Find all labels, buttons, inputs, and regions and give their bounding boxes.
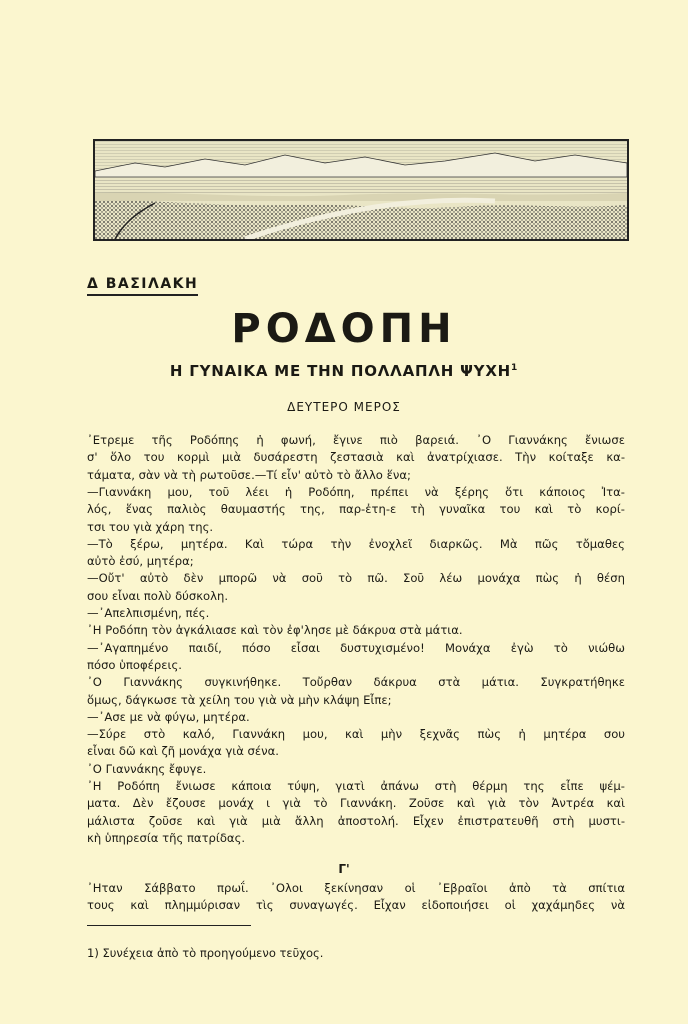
text-line: ὅμως, δάγκωσε τὰ χείλη του γιὰ νὰ μὴν κλάψη Εἶπε; xyxy=(87,692,392,707)
text-line: αὐτὸ ἐσύ, μητέρα; xyxy=(87,554,194,569)
landscape-banner-image xyxy=(93,139,629,241)
text-line: —Γιαννάκη μου, τοῦ λέει ἡ Ροδόπη, πρέπει νὰ ξέρης ὅτι κάποιος Ἰτα- xyxy=(87,484,625,499)
text-line: μάλιστα ζοῦσε καὶ γιὰ μιὰ ἄλλη ἀποστολή. Εἶχεν ἐπιστρατευθῆ στὴ μυστι- xyxy=(87,813,625,828)
footnote-marker: 1 xyxy=(511,363,519,373)
text-line: ᾿Ετρεμε τῆς Ροδόπης ἡ φωνή, ἔγινε πιὸ βαρειά. ᾿Ο Γιαννάκης ἔνιωσε xyxy=(87,433,625,447)
text-line: —Τὸ ξέρω, μητέρα. Καὶ τώρα τὴν ἐνοχλεῖ διαρκῶς. Μὰ πῶς τὄμαθες xyxy=(87,536,625,551)
text-line: ᾿Ο Γιαννάκης ἔφυγε. xyxy=(87,761,207,776)
text-line: σ' ὅλο του κορμὶ μιὰ δυσάρεστη ζεστασιὰ καὶ ἀνατρίχιασε. Τὴν κοίταξε κα- xyxy=(87,450,625,465)
section-heading: Γ' xyxy=(338,862,350,876)
footnote: 1) Συνέχεια ἀπὸ τὸ προηγούμενο τεῦχος. xyxy=(87,946,324,960)
text-line: λός, ἕνας παλιὸς θαυμαστής της, παρ-ἐτη-ε τὴ γυναῖκα του καὶ τὸ κορί- xyxy=(87,502,625,517)
text-line: ᾿Η Ροδόπη τὸν ἀγκάλιασε καὶ τὸν ἐφ'λησε μὲ δάκρυα στὰ μάτια. xyxy=(87,623,463,638)
subtitle-text: Η ΓΥΝΑΙΚΑ ΜΕ ΤΗΝ ΠΟΛΛΑΠΛΗ ΨΥΧΗ xyxy=(169,362,512,380)
text-line: τους καὶ πλημμύρισαν τὶς συναγωγές. Εἶχαν εἰδοποιήσει οἱ χαχάμηδες νὰ xyxy=(87,898,625,913)
article-title: ΡΟΔΟΠΗ xyxy=(231,306,457,352)
text-line: ματα. Δὲν ἔζουσε μονάχ ι γιὰ τὸ Γιαννάκη. Ζοῦσε καὶ γιὰ τὸν Ἀντρέα καὶ xyxy=(87,796,625,811)
text-line: ᾿Η Ροδόπη ἔνιωσε κάποια τύψη, γιατὶ ἀπάνω στὴ θέρμη της εἶπε ψέμ- xyxy=(87,779,625,793)
text-line: —᾿Ασε με νὰ φύγω, μητέρα. xyxy=(87,709,250,724)
text-line: τάματα, σὰν νὰ τὴ ρωτοῦσε.—Τί εἶν' αὐτὸ τὸ ἄλλο ἕνα; xyxy=(87,467,411,482)
text-line: —Σύρε στὸ καλό, Γιαννάκη μου, καὶ μὴν ξεχνᾶς πὼς ἡ μητέρα σου xyxy=(87,727,625,742)
text-line: πόσο ὑποφέρεις. xyxy=(87,657,182,672)
text-line: σου εἶναι πολὺ δύσκολη. xyxy=(87,588,229,603)
footnote-rule xyxy=(87,925,251,926)
text-line: ᾿Ηταν Σάββατο πρωΐ. ᾿Ολοι ξεκίνησαν οἱ ᾿Εβραῖοι ἀπὸ τὰ σπίτια xyxy=(87,881,625,895)
part-heading: ΔΕΥΤΕΡΟ ΜΕΡΟΣ xyxy=(287,400,401,414)
article-subtitle xyxy=(0,362,688,380)
author-byline: Δ ΒΑΣΙΛΑΚΗ xyxy=(87,276,198,296)
text-line: —᾿Αγαπημένο παιδί, πόσο εἶσαι δυστυχισμένο! Μονάχα ἐγὼ τὸ νιώθω xyxy=(87,640,625,655)
text-line: ᾿Ο Γιαννάκης συγκινήθηκε. Τοὔρθαν δάκρυα στὰ μάτια. Συγκρατήθηκε xyxy=(87,675,625,690)
text-line: εἶναι δῶ καὶ ζῆ μονάχα γιὰ σένα. xyxy=(87,744,279,759)
text-line: —Οὔτ' αὐτὸ δὲν μπορῶ νὰ σοῦ τὸ πῶ. Σοῦ λέω μονάχα πὼς ἡ θέση xyxy=(87,571,625,586)
text-line: τσι του γιὰ χάρη της. xyxy=(87,519,214,534)
text-line: κὴ ὑπηρεσία τῆς πατρίδας. xyxy=(87,830,246,845)
text-line: —᾿Απελπισμένη, πές. xyxy=(87,606,210,620)
